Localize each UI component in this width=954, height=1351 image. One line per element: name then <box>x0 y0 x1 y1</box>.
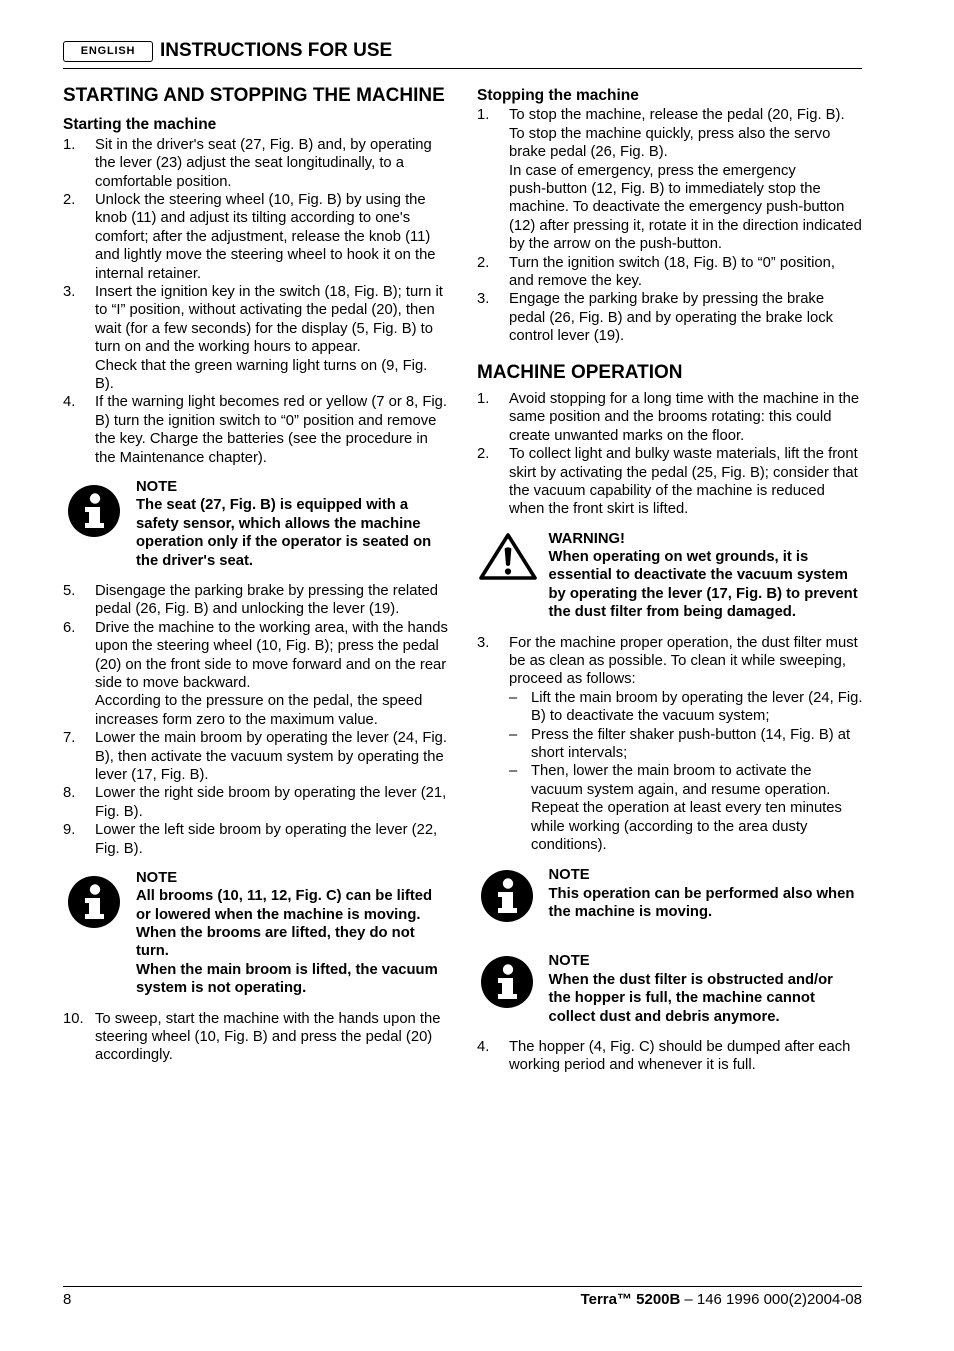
step-item <box>63 136 449 191</box>
warning-box <box>477 530 863 622</box>
step-text: To sweep, start the machine with the hands upon the steering wheel (10, Fig. B) and press the pedal (20) accordingly. <box>95 1010 441 1064</box>
note-label: NOTE <box>136 478 178 495</box>
note-box <box>63 869 449 998</box>
info-icon <box>68 876 120 928</box>
step-item <box>63 729 449 784</box>
info-icon <box>68 485 120 537</box>
step-item <box>477 290 863 345</box>
step-item <box>63 1010 449 1065</box>
step-text: To stop the machine, release the pedal (20, Fig. B). To stop the machine quickly, press also the servo brake pedal (26, Fig. B). In case of emergency, press the emergency push-button (12, Fig. B) to immediately stop the machine. To deactivate the emergency push-button (12) after pressing it, rotate it in the direction indicated by the arrow on the push-button. <box>509 107 862 253</box>
step-text: Disengage the parking brake by pressing the related pedal (26, Fig. B) and unlocking the lever (19). <box>95 582 439 618</box>
step-number: 1. <box>63 136 76 153</box>
right-column <box>477 87 863 1075</box>
step-number: 4. <box>477 1039 490 1056</box>
subsection-title: Starting the machine <box>63 115 217 133</box>
document-code: – 146 1996 000(2)2004-08 <box>684 1291 862 1308</box>
step-text: To collect light and bulky waste materials, lift the front skirt by activating the pedal (25, Fig. B); consider that the vacuum capability of the machine is reduced when the front skirt is lifted. <box>509 446 858 518</box>
step-item <box>63 821 449 858</box>
sub-step-text: Lift the main broom by operating the lever (24, Fig. B) to deactivate the vacuum system; <box>531 689 863 725</box>
step-text: Unlock the steering wheel (10, Fig. B) by using the knob (11) and adjust its tilting according to one's comfort; after the adjustment, release the knob (11) and lightly move the steering wheel to hook it on the internal retainer. <box>95 192 436 282</box>
note-box <box>63 478 449 570</box>
warning-icon <box>479 531 537 581</box>
note-text: When the dust filter is obstructed and/or the hopper is full, the machine cannot collect dust and debris anymore. <box>548 971 833 1025</box>
subsection-title: Stopping the machine <box>477 87 639 104</box>
warning-text: When operating on wet grounds, it is essential to deactivate the vacuum system by operating the lever (17, Fig. B) to prevent the dust filter from being damaged. <box>548 548 858 621</box>
step-item <box>477 254 863 291</box>
step-number: 1. <box>477 107 490 124</box>
step-text: If the warning light becomes red or yellow (7 or 8, Fig. B) turn the ignition switch to “0” position and remove the key. Charge the batteries (see the procedure in the Maintenance chapter). <box>95 394 447 466</box>
step-number: 7. <box>63 730 76 747</box>
step-number: 3. <box>63 284 76 301</box>
step-item <box>477 1038 863 1075</box>
step-text: For the machine proper operation, the dust filter must be as clean as possible. To clean it while sweeping, proceed as follows: <box>509 634 858 688</box>
step-number: 9. <box>63 822 76 839</box>
language-badge: ENGLISH <box>63 41 153 62</box>
step-text: Lower the left side broom by operating the lever (22, Fig. B). <box>95 822 438 857</box>
note-label: NOTE <box>548 953 590 970</box>
sub-step-text: Press the filter shaker push-button (14, Fig. B) at short intervals; <box>531 726 851 761</box>
step-item <box>63 393 449 467</box>
sub-step-item <box>509 762 863 854</box>
step-number: 8. <box>63 785 76 802</box>
step-text: Sit in the driver's seat (27, Fig. B) and, by operating the lever (23) adjust the seat longitudinally, to a comfortable position. <box>95 136 432 190</box>
note-label: NOTE <box>136 869 178 886</box>
info-icon <box>481 870 533 922</box>
step-item <box>477 634 863 855</box>
left-column <box>63 85 449 1065</box>
step-item <box>63 283 449 393</box>
step-number: 3. <box>477 634 490 651</box>
sub-step-item <box>509 726 863 763</box>
sub-step-text: Then, lower the main broom to activate the vacuum system again, and resume operation. Repeat the operation at least every ten minutes while working (according to the area dusty conditions). <box>531 763 842 854</box>
header-divider <box>63 68 862 69</box>
sub-step-list <box>509 689 863 855</box>
step-item <box>477 390 863 445</box>
step-number: 2. <box>477 254 490 271</box>
step-text: Turn the ignition switch (18, Fig. B) to “0” position, and remove the key. <box>509 254 835 290</box>
section-title: MACHINE OPERATION <box>477 362 683 384</box>
step-number: 2. <box>63 192 76 209</box>
note-box <box>477 866 863 940</box>
warning-label: WARNING! <box>548 530 625 547</box>
step-item <box>477 445 863 519</box>
step-item <box>63 582 449 619</box>
step-text: Insert the ignition key in the switch (18, Fig. B); turn it to “I” position, without activating the pedal (20), then wait (for a few seconds) for the display (5, Fig. B) to turn on and the working hours to appear. Check that the green warning light turns on (9, Fig. B). <box>95 284 443 393</box>
sub-step-dash: – <box>509 763 518 780</box>
sub-step-item <box>509 689 863 726</box>
step-number: 4. <box>63 394 76 411</box>
note-box <box>477 952 863 1026</box>
info-icon <box>481 956 533 1008</box>
step-text: The hopper (4, Fig. C) should be dumped after each working period and whenever it is full. <box>509 1039 851 1074</box>
section-title: STARTING AND STOPPING THE MACHINE <box>63 85 445 106</box>
step-text: Avoid stopping for a long time with the machine in the same position and the brooms rotating: this could create unwanted marks on the floor. <box>509 390 860 444</box>
step-text: Lower the main broom by operating the lever (24, Fig. B), then activate the vacuum system by operating the lever (17, Fig. B). <box>95 730 448 783</box>
note-label: NOTE <box>548 867 590 884</box>
step-text: Lower the right side broom by operating the lever (21, Fig. B). <box>95 785 447 820</box>
step-text: Engage the parking brake by pressing the brake pedal (26, Fig. B) and by operating the brake lock control lever (19). <box>509 291 834 345</box>
step-item <box>63 784 449 821</box>
step-number: 10. <box>63 1010 84 1027</box>
note-text: The seat (27, Fig. B) is equipped with a safety sensor, which allows the machine operation only if the operator is seated on the driver's seat. <box>136 497 432 569</box>
step-item <box>477 106 863 253</box>
step-number: 2. <box>477 446 490 463</box>
step-item <box>63 619 449 729</box>
sub-step-dash: – <box>509 689 518 706</box>
footer-document-info <box>581 1291 862 1309</box>
step-item <box>63 191 449 283</box>
step-number: 3. <box>477 291 490 308</box>
page-number: 8 <box>63 1291 72 1308</box>
footer-divider <box>63 1286 862 1287</box>
note-text: All brooms (10, 11, 12, Fig. C) can be lifted or lowered when the machine is moving. When the brooms are lifted, they do not turn. When the main broom is lifted, the vacuum system is not operating. <box>136 888 438 997</box>
header-title: INSTRUCTIONS FOR USE <box>160 40 393 61</box>
sub-step-dash: – <box>509 726 518 743</box>
product-name: Terra™ 5200B <box>580 1291 681 1308</box>
step-number: 5. <box>63 582 76 599</box>
step-number: 6. <box>63 619 76 636</box>
step-number: 1. <box>477 390 490 407</box>
note-text: This operation can be performed also when the machine is moving. <box>548 885 855 921</box>
step-text: Drive the machine to the working area, with the hands upon the steering wheel (10, Fig. B); press the pedal (20) on the front side to move forward and on the rear side to move backward. According to the pressure on the pedal, the speed increases form zero to the maximum value. <box>95 619 448 728</box>
